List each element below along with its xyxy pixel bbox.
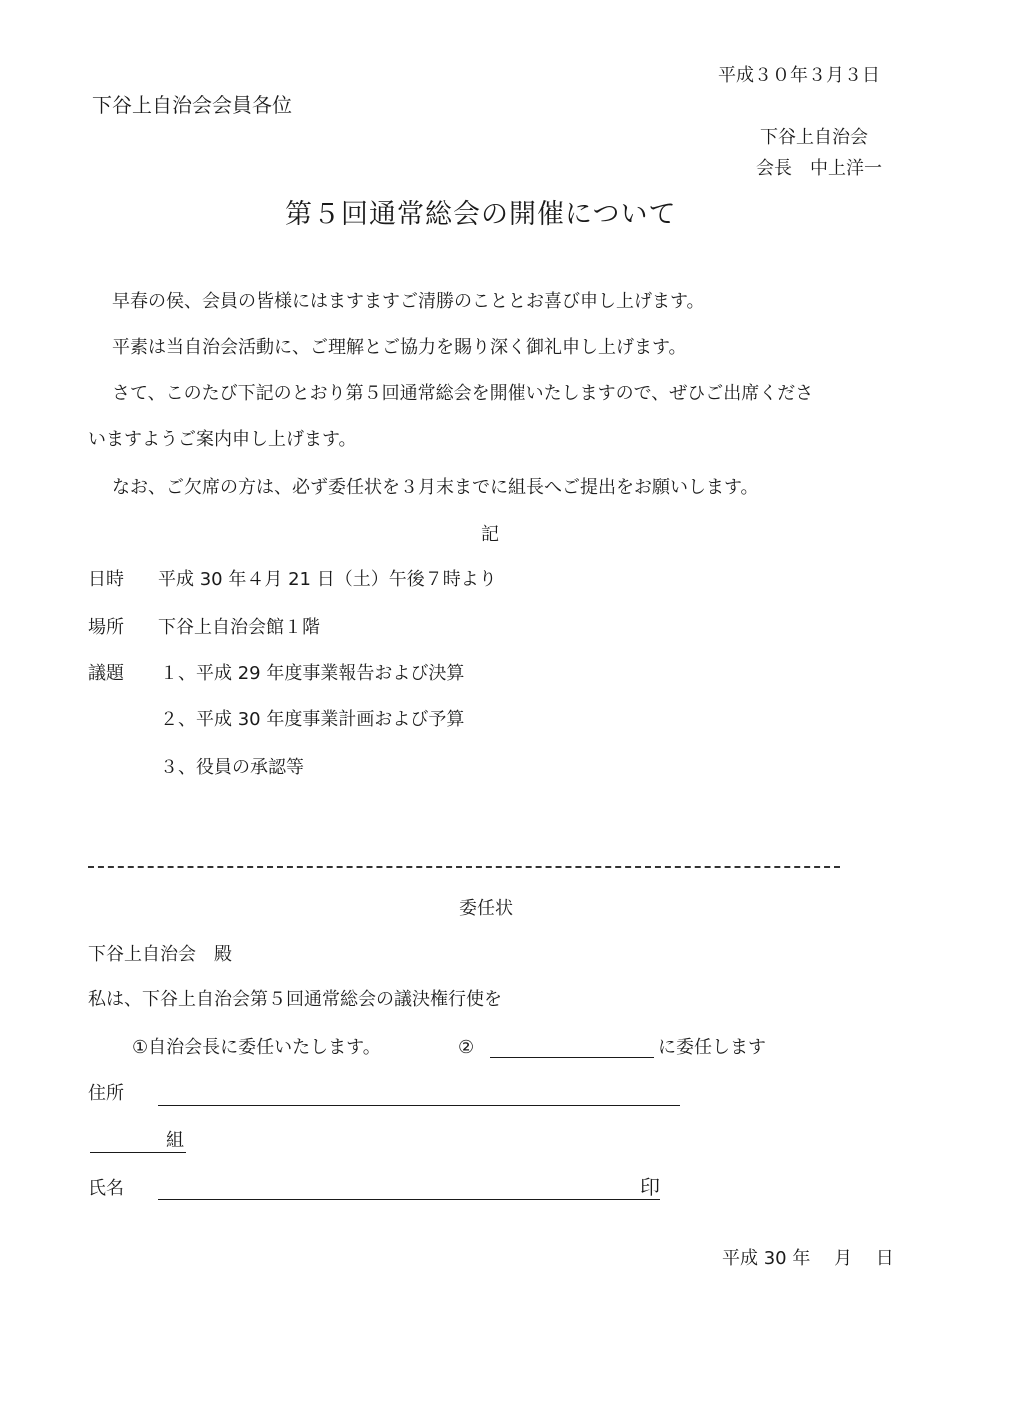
seal-mark: 印 xyxy=(640,1175,660,1199)
agenda-item: ３、役員の承認等 xyxy=(160,757,304,778)
datetime-value: 平成 30 年４月 21 日（土）午後７時より xyxy=(158,569,497,590)
body-paragraph-2: 平素は当自治会活動に、ご理解とご協力を賜り深く御礼申し上げます。 xyxy=(112,337,687,358)
proxy-option-1: ①自治会長に委任いたします。 xyxy=(132,1037,381,1058)
agenda-item: ２、平成 30 年度事業計画および予算 xyxy=(160,709,465,730)
proxy-recipient: 下谷上自治会 殿 xyxy=(88,944,232,965)
document-date: 平成３０年３月３日 xyxy=(718,65,880,86)
page-title: 第５回通常総会の開催について xyxy=(285,199,677,230)
name-field[interactable] xyxy=(158,1199,660,1200)
proxy-heading: 委任状 xyxy=(459,898,513,919)
proxy-date: 平成 30 年 月 日 xyxy=(722,1248,894,1269)
place-value: 下谷上自治会館１階 xyxy=(158,617,320,638)
proxy-delegate-field[interactable] xyxy=(490,1057,654,1058)
proxy-statement: 私は、下谷上自治会第５回通常総会の議決権行使を xyxy=(88,989,502,1010)
name-label: 氏名 xyxy=(88,1178,124,1199)
cut-line-divider xyxy=(88,866,840,868)
datetime-label: 日時 xyxy=(88,569,124,590)
addressee: 下谷上自治会会員各位 xyxy=(92,93,292,117)
ki-marker: 記 xyxy=(481,524,499,545)
body-paragraph-1: 早春の侯、会員の皆様にはますますご清勝のこととお喜び申し上げます。 xyxy=(112,291,705,312)
body-paragraph-4: なお、ご欠席の方は、必ず委任状を３月末までに組長へご提出をお願いします。 xyxy=(112,477,759,498)
sender-name: 会長 中上洋一 xyxy=(756,158,882,179)
body-paragraph-3-line-2: いますようご案内申し上げます。 xyxy=(88,429,357,450)
body-paragraph-3-line-1: さて、このたび下記のとおり第５回通常総会を開催いたしますので、ぜひご出席くださ xyxy=(112,383,814,404)
agenda-label: 議題 xyxy=(88,663,124,684)
place-label: 場所 xyxy=(88,617,124,638)
sender-organization: 下谷上自治会 xyxy=(760,127,868,148)
proxy-option-2-prefix: ② xyxy=(458,1037,475,1058)
address-label: 住所 xyxy=(88,1083,124,1104)
agenda-item: １、平成 29 年度事業報告および決算 xyxy=(160,663,465,684)
proxy-option-2-suffix: に委任します xyxy=(658,1037,766,1058)
group-label: 組 xyxy=(166,1130,184,1151)
address-field[interactable] xyxy=(158,1105,680,1106)
